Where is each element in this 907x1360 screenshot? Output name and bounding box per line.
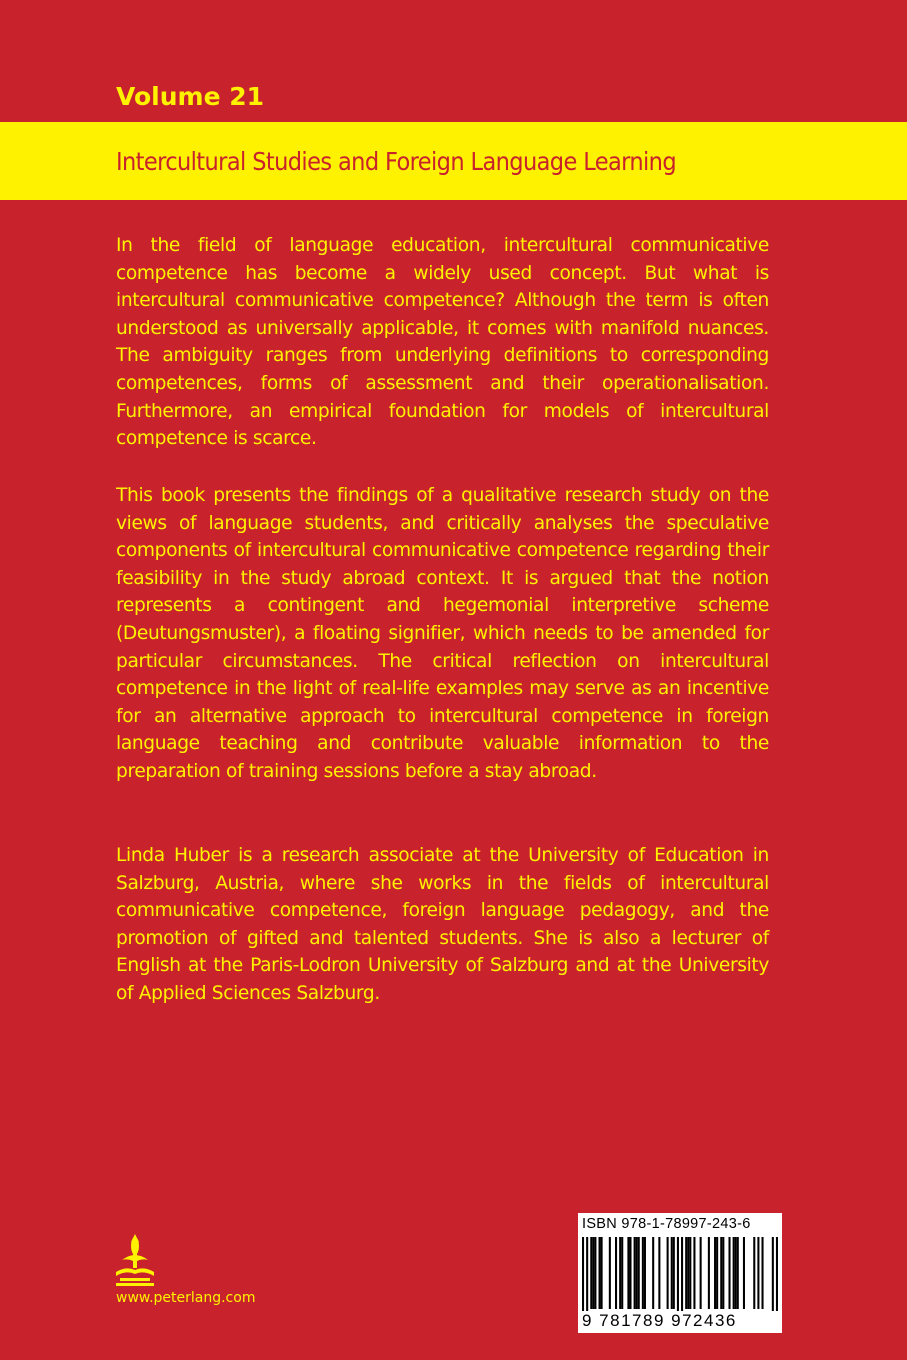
barcode-bar — [716, 1237, 718, 1309]
barcode-bar — [619, 1237, 621, 1309]
publisher-url[interactable]: www.peterlang.com — [116, 1290, 256, 1306]
barcode-bar — [599, 1237, 601, 1309]
barcode-bar — [761, 1237, 763, 1309]
volume-number: Volume 21 — [116, 82, 265, 111]
barcode-bar — [673, 1237, 675, 1309]
barcode-bar — [693, 1237, 695, 1309]
barcode-bar — [627, 1237, 629, 1309]
barcode-bar — [621, 1237, 623, 1309]
barcode-bar — [722, 1237, 724, 1309]
barcode-bar — [772, 1237, 774, 1317]
barcode-bar — [642, 1237, 644, 1309]
series-title: Intercultural Studies and Foreign Language Learning — [116, 147, 677, 176]
barcode-bar — [671, 1237, 673, 1309]
author-bio: Linda Huber is a research associate at the University of Education in Salzburg, Austria, where she works in the fields of intercultural communicative competence, foreign language pedagogy, and the promotion of gifted and talented students. She is also a lecturer of English at the Paris-Lodron University of Salzburg and at the University of Applied Sciences Salzburg. — [116, 845, 769, 1004]
barcode-bar — [714, 1237, 716, 1309]
isbn-barcode — [578, 1213, 782, 1333]
barcode-bar — [658, 1237, 660, 1309]
barcode-bar — [677, 1237, 679, 1317]
barcode-bar — [776, 1237, 778, 1317]
barcode-bar — [720, 1237, 722, 1309]
barcode-bar — [753, 1237, 755, 1309]
barcode-bar — [652, 1237, 654, 1309]
barcode-bar — [689, 1237, 691, 1309]
barcode-bar — [629, 1237, 631, 1309]
blurb-paragraph-2: This book presents the findings of a qualitative research study on the views of language students, and critically analyses the speculative components of intercultural communicative competence regarding their feasibility in the study abroad context. It is argued that the notion represents a contingent and hegemonial interpretive scheme (Deutungsmuster), a floating signifier, which needs to be amended for particular circumstances. The critical reflection on intercultural competence in the light of real-life examples may serve as an incentive for an alternative approach to intercultural competence in foreign language teaching and contribute valuable information to the preparation of training sessions before a stay abroad. — [116, 485, 769, 782]
barcode-bar — [594, 1237, 596, 1309]
barcode-bar — [743, 1237, 745, 1309]
barcode-bar — [609, 1237, 611, 1309]
barcode-bar — [728, 1237, 730, 1309]
barcode-bar — [735, 1237, 737, 1309]
barcode-bar — [685, 1237, 687, 1309]
barcode-bar — [601, 1237, 603, 1309]
barcode-bar — [667, 1237, 669, 1309]
barcode-bar — [708, 1237, 710, 1309]
barcode-digits: 9 781789 972436 — [582, 1311, 778, 1331]
barcode-bar — [638, 1237, 640, 1309]
barcode-bar — [636, 1237, 638, 1309]
peter-lang-logo-icon — [110, 1232, 160, 1292]
blurb-paragraph-1: In the field of language education, intercultural communicative competence has become a widely used concept. But what is intercultural communicative competence? Although the term is often understood as universally applicable, it comes with manifold nuances. The ambiguity ranges from underlying definitions to corresponding competences, forms of assessment and their operationalisation. Furthermore, an empirical foundation for models of intercultural competence is scarce. — [116, 235, 769, 450]
barcode-bar — [757, 1237, 759, 1309]
barcode-bar — [644, 1237, 646, 1309]
barcode-bar — [582, 1237, 584, 1317]
barcode-bar — [737, 1237, 739, 1309]
barcode-bar — [586, 1237, 588, 1317]
barcode-bar — [634, 1237, 636, 1309]
barcode-bar — [592, 1237, 594, 1309]
barcode-bar — [681, 1237, 683, 1317]
barcode-bars — [582, 1237, 778, 1317]
barcode-bar — [733, 1237, 735, 1309]
barcode-bar — [687, 1237, 689, 1309]
barcode-bar — [615, 1237, 617, 1309]
barcode-bar — [590, 1237, 592, 1309]
isbn-label: ISBN 978-1-78997-243-6 — [582, 1216, 751, 1232]
barcode-bar — [700, 1237, 702, 1309]
